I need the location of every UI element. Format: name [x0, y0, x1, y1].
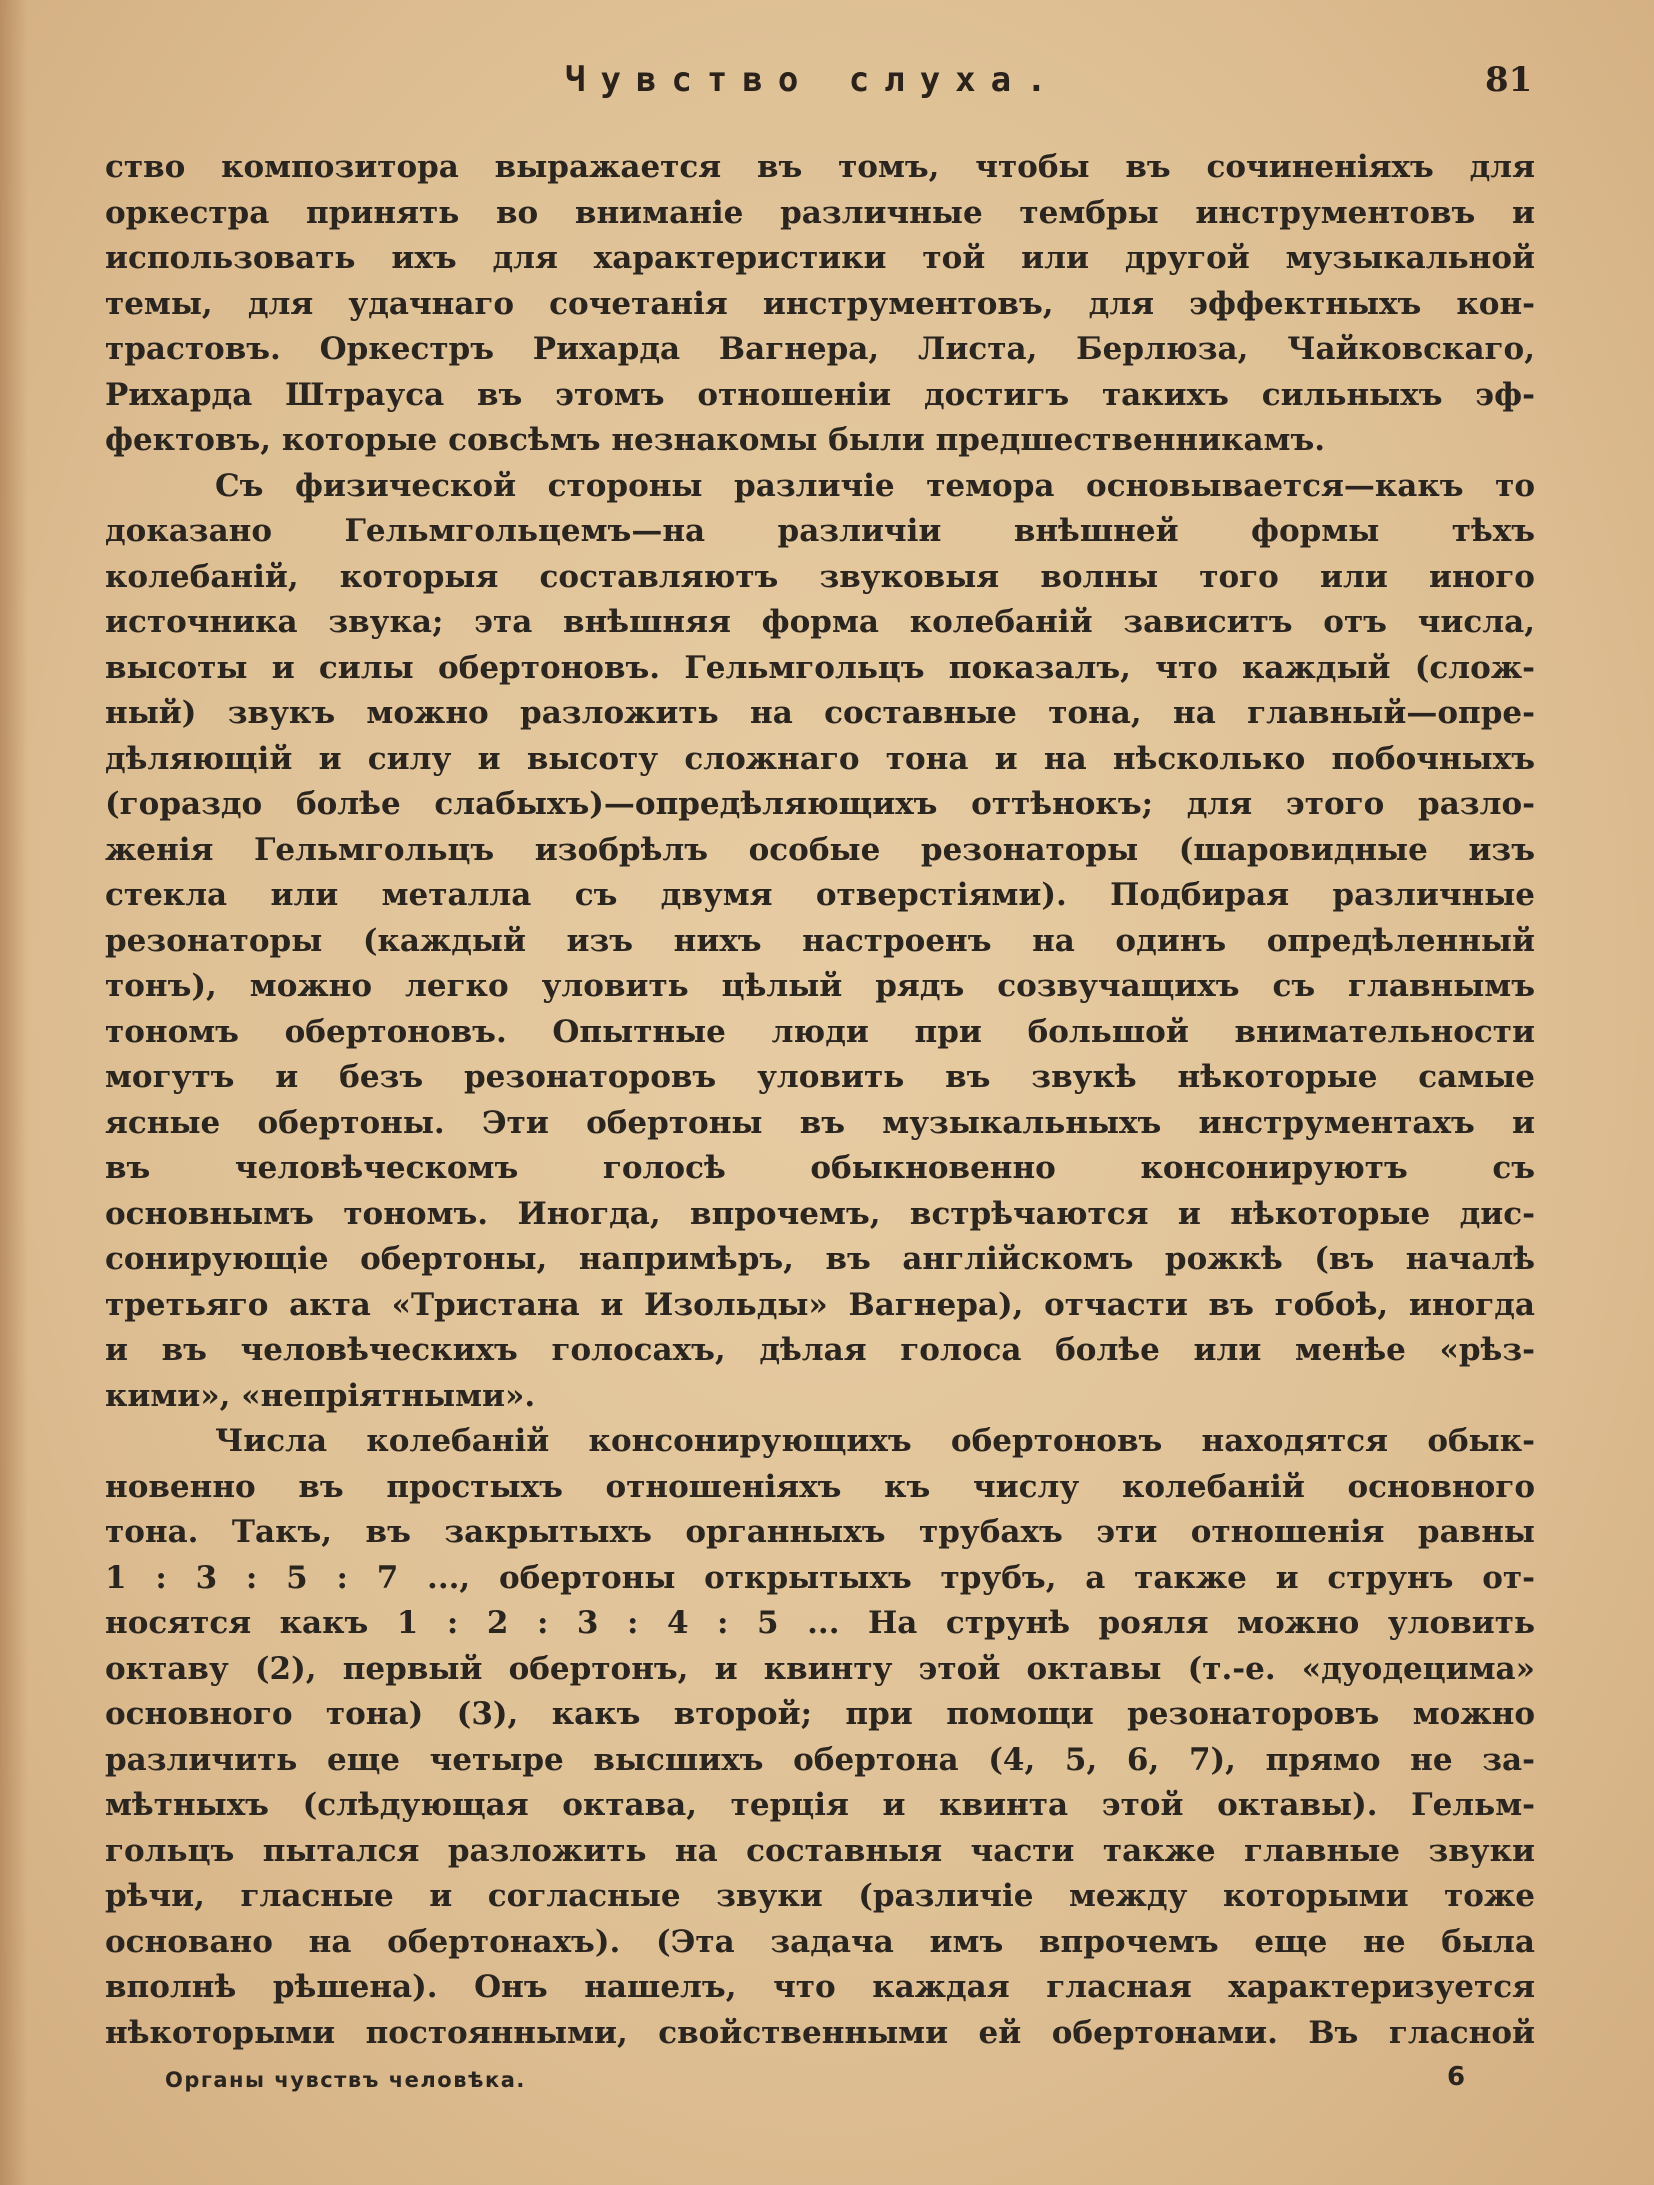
text-line: новенно въ простыхъ отношеніяхъ къ числу колебаній основного [105, 1468, 1535, 1505]
text-line: Числа колебаній консонирующихъ обертоновъ находятся обык- [215, 1423, 1535, 1459]
text-line: рѣчи, гласные и согласные звуки (различіе между которыми тоже [105, 1878, 1535, 1914]
text-line: ясные обертоны. Эти обертоны въ музыкальныхъ инструментахъ и [105, 1104, 1535, 1141]
text-line: основного тона) (3), какъ второй; при помощи резонаторовъ можно [105, 1696, 1535, 1732]
running-head [0, 60, 1654, 110]
text-line: оркестра принять во вниманіе различные тембры инструментовъ и [105, 194, 1535, 231]
text-line: источника звука; эта внѣшняя форма колебаній зависитъ отъ числа, [105, 604, 1535, 640]
text-line: колебаній, которыя составляютъ звуковыя волны того или иного [105, 558, 1535, 595]
text-line: ный) звукъ можно разложить на составные тона, на главный—опре- [105, 695, 1535, 731]
footer-book-title: Органы чувствъ человѣка. [165, 2068, 526, 2092]
page-number: 81 [1485, 60, 1533, 100]
text-line: октаву (2), первый обертонъ, и квинту этой октавы (т.-е. «дуодецима» [105, 1650, 1535, 1687]
text-line: темы, для удачнаго сочетанія инструментовъ, для эффектныхъ кон- [105, 285, 1535, 322]
text-line: доказано Гельмгольцемъ—на различіи внѣшней формы тѣхъ [105, 513, 1535, 549]
text-line: 1 : 3 : 5 : 7 ..., обертоны открытыхъ трубъ, а также и струнъ от- [105, 1559, 1535, 1596]
body-text [105, 145, 1535, 2056]
text-line: третьяго акта «Тристана и Изольды» Вагнера), отчасти въ гобоѣ, иногда [105, 1286, 1535, 1323]
text-line: (гораздо болѣе слабыхъ)—опредѣляющихъ оттѣнокъ; для этого разло- [105, 786, 1535, 822]
text-line: стекла или металла съ двумя отверстіями). Подбирая различные [105, 877, 1535, 913]
text-line: ство композитора выражается въ томъ, чтобы въ сочиненіяхъ для [105, 149, 1535, 185]
text-line: Рихарда Штрауса въ этомъ отношеніи достигъ такихъ сильныхъ эф- [105, 376, 1535, 413]
signature-mark: 6 [1447, 2062, 1466, 2092]
text-line: Съ физической стороны различіе темора основывается—какъ то [215, 467, 1535, 504]
running-title: Чувство слуха. [565, 60, 1062, 100]
text-line: мѣтныхъ (слѣдующая октава, терція и квинта этой октавы). Гельм- [105, 1787, 1535, 1823]
text-line: нѣкоторыми постоянными, свойственными ей обертонами. Въ гласной [105, 2014, 1535, 2051]
text-line: сонирующіе обертоны, напримѣръ, въ англійскомъ рожкѣ (въ началѣ [105, 1241, 1535, 1277]
text-line: фектовъ, которые совсѣмъ незнакомы были предшественникамъ. [105, 422, 1326, 458]
text-line: использовать ихъ для характеристики той или другой музыкальной [105, 240, 1535, 276]
text-line: резонаторы (каждый изъ нихъ настроенъ на одинъ опредѣленный [105, 922, 1535, 959]
text-line: различить еще четыре высшихъ обертона (4, 5, 6, 7), прямо не за- [105, 1741, 1535, 1778]
text-line: женія Гельмгольцъ изобрѣлъ особые резонаторы (шаровидные изъ [105, 831, 1535, 868]
text-line: основано на обертонахъ). (Эта задача имъ впрочемъ еще не была [105, 1923, 1535, 1960]
text-line: тономъ обертоновъ. Опытные люди при большой внимательности [105, 1013, 1535, 1050]
text-line: высоты и силы обертоновъ. Гельмгольцъ показалъ, что каждый (слож- [105, 649, 1535, 686]
text-line: могутъ и безъ резонаторовъ уловить въ звукѣ нѣкоторые самые [105, 1059, 1535, 1095]
page-footer [0, 2062, 1654, 2108]
text-line: дѣляющій и силу и высоту сложнаго тона и на нѣсколько побочныхъ [105, 740, 1535, 777]
text-line: трастовъ. Оркестръ Рихарда Вагнера, Листа, Берлюза, Чайковскаго, [105, 331, 1535, 367]
text-line: гольцъ пытался разложить на составныя части также главные звуки [105, 1832, 1535, 1869]
text-line: тонъ), можно легко уловить цѣлый рядъ созвучащихъ съ главнымъ [105, 968, 1535, 1004]
text-line: кими», «непріятными». [105, 1377, 536, 1414]
text-line: въ человѣческомъ голосѣ обыкновенно консонируютъ съ [105, 1150, 1535, 1186]
text-line: носятся какъ 1 : 2 : 3 : 4 : 5 ... На струнѣ рояля можно уловить [105, 1605, 1535, 1641]
text-line: тона. Такъ, въ закрытыхъ органныхъ трубахъ эти отношенія равны [105, 1514, 1535, 1550]
text-line: вполнѣ рѣшена). Онъ нашелъ, что каждая гласная характеризуется [105, 1969, 1535, 2005]
text-line: и въ человѣческихъ голосахъ, дѣлая голоса болѣе или менѣе «рѣз- [105, 1332, 1535, 1368]
text-line: основнымъ тономъ. Иногда, впрочемъ, встрѣчаются и нѣкоторые дис- [105, 1195, 1535, 1232]
